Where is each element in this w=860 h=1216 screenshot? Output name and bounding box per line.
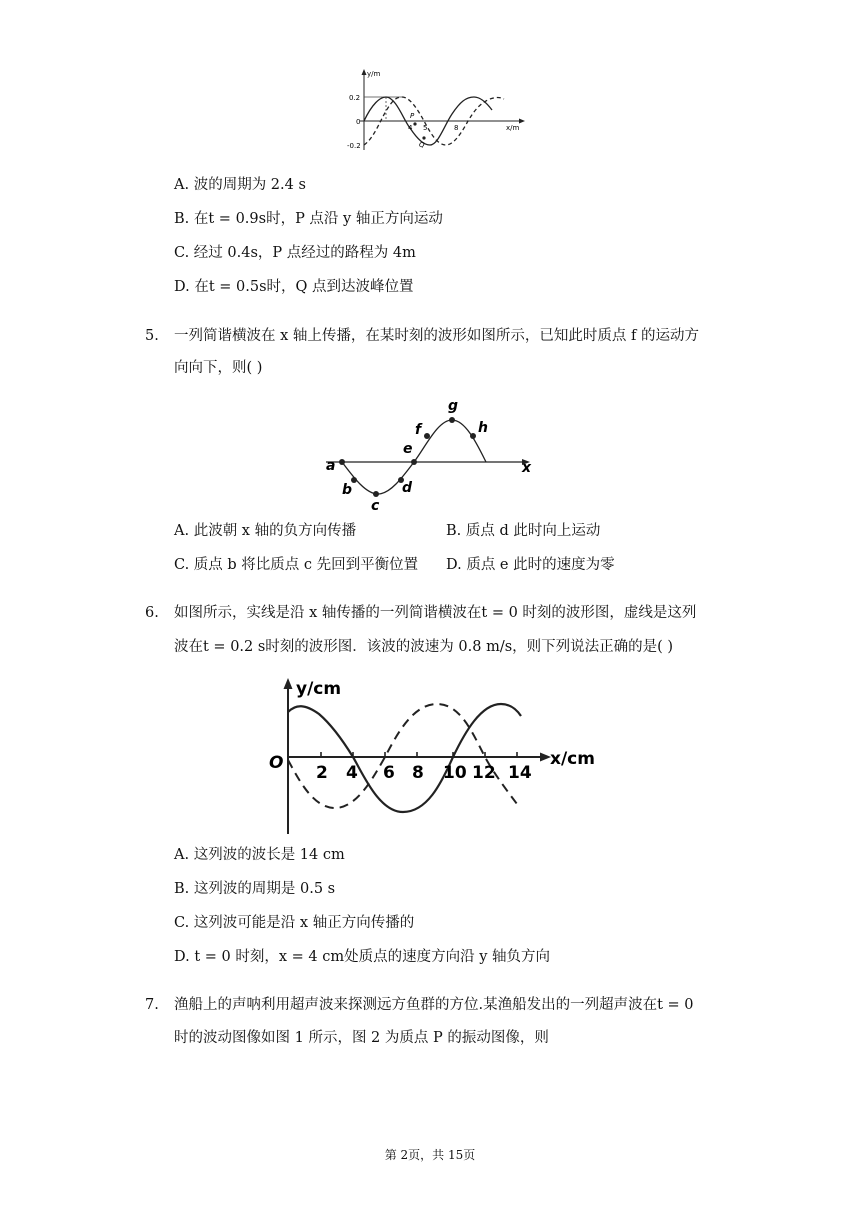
q6-option-b[interactable]: B. 这列波的周期是 0.5 s — [174, 881, 336, 897]
q4-x-label: x/m — [506, 124, 520, 132]
q7-number: 7. — [145, 997, 159, 1013]
q4-tick-x-8: 8 — [454, 124, 459, 132]
q6-tick-8: 8 — [412, 763, 424, 783]
q6-y-label: y/cm — [296, 679, 342, 699]
q4-option-c[interactable]: C. 经过 0.4s，P 点经过的路程为 4m — [174, 245, 416, 261]
q4-tick-x-5: 5 — [423, 124, 428, 132]
q5-label-b: b — [342, 482, 353, 498]
q6-stem-line-1: 如图所示，实线是沿 x 轴传播的一列简谐横波在t = 0 时刻的波形图，虚线是这列 — [174, 605, 697, 621]
q7-stem-line-2: 时的波动图像如图 1 所示，图 2 为质点 P 的振动图像，则 — [174, 1030, 549, 1046]
q5-number: 5. — [145, 328, 159, 344]
q5-label-f: f — [415, 422, 422, 438]
q4-option-d[interactable]: D. 在t = 0.5s时，Q 点到达波峰位置 — [174, 279, 414, 295]
q6-option-c[interactable]: C. 这列波可能是沿 x 轴正方向传播的 — [174, 915, 415, 931]
q4-option-a[interactable]: A. 波的周期为 2.4 s — [174, 177, 306, 193]
q5-wave-figure — [318, 394, 543, 512]
q5-option-c[interactable]: C. 质点 b 将比质点 c 先回到平衡位置 — [174, 557, 419, 573]
q5-stem-line-1: 一列简谐横波在 x 轴上传播，在某时刻的波形如图所示，已知此时质点 f 的运动方 — [174, 328, 699, 344]
page-footer: 第 2页，共 15页 — [384, 1148, 476, 1162]
q4-tick-y-0: 0 — [356, 118, 361, 126]
q6-tick-12: 12 — [472, 763, 496, 783]
q6-tick-2: 2 — [316, 763, 328, 783]
q5-label-a: a — [326, 458, 336, 474]
q6-tick-4: 4 — [346, 763, 358, 783]
q5-x-label: x — [522, 460, 532, 476]
q5-label-h: h — [478, 420, 488, 436]
q4-tick-y-02: 0.2 — [349, 94, 361, 102]
q4-tick-y-neg02: -0.2 — [347, 142, 361, 150]
q6-stem-line-2: 波在t = 0.2 s时刻的波形图．该波的波速为 0.8 m/s，则下列说法正确的是( ) — [174, 639, 674, 655]
q4-tick-x-4: 4 — [408, 124, 413, 132]
q4-wave-figure — [340, 66, 530, 158]
q5-option-a[interactable]: A. 此波朝 x 轴的负方向传播 — [174, 523, 357, 539]
q4-point-p: P — [410, 112, 415, 120]
q7-stem-line-1: 渔船上的声呐利用超声波来探测远方鱼群的方位.某渔船发出的一列超声波在t = 0 — [174, 997, 694, 1013]
q5-option-d[interactable]: D. 质点 e 此时的速度为零 — [446, 557, 615, 573]
q6-origin: O — [269, 753, 284, 773]
q4-y-label: y/m — [367, 70, 381, 78]
q5-stem-line-2: 向向下，则( ) — [174, 360, 263, 376]
q6-tick-6: 6 — [383, 763, 395, 783]
q5-label-e: e — [403, 441, 413, 457]
q6-tick-14: 14 — [508, 763, 532, 783]
q5-label-c: c — [371, 498, 380, 512]
q4-option-b[interactable]: B. 在t = 0.9s时，P 点沿 y 轴正方向运动 — [174, 211, 443, 227]
q6-option-d[interactable]: D. t = 0 时刻，x = 4 cm处质点的速度方向沿 y 轴负方向 — [174, 949, 551, 965]
q4-point-q: Q — [419, 141, 425, 149]
q5-option-b[interactable]: B. 质点 d 此时向上运动 — [446, 523, 601, 539]
q6-tick-10: 10 — [443, 763, 467, 783]
q6-wave-figure — [265, 674, 595, 839]
q6-number: 6. — [145, 605, 159, 621]
q6-x-label: x/cm — [550, 749, 595, 769]
q6-option-a[interactable]: A. 这列波的波长是 14 cm — [174, 847, 345, 863]
q5-label-d: d — [402, 480, 413, 496]
q5-label-g: g — [448, 398, 459, 414]
